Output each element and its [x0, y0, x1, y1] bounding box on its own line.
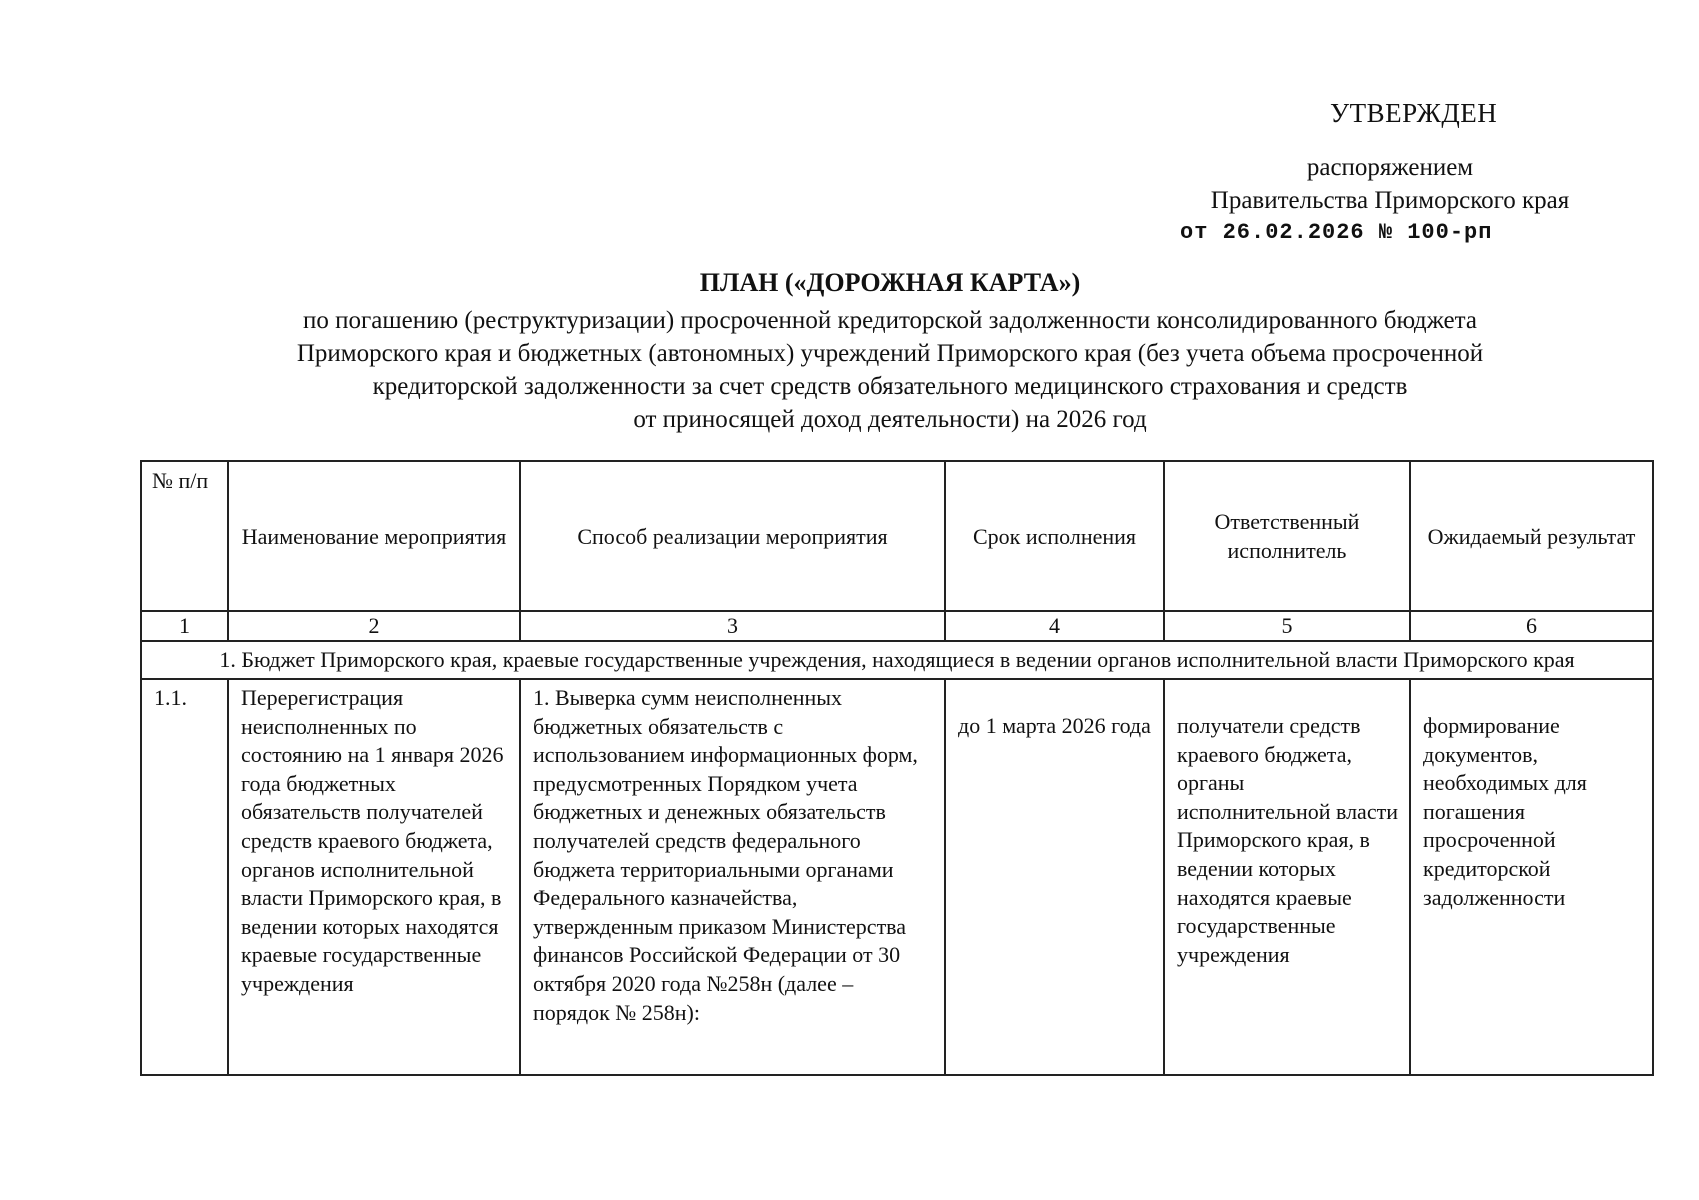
table-header-row	[141, 461, 1653, 611]
header-num: № п/п	[141, 461, 228, 611]
plan-subtitle-line-2: Приморского края и бюджетных (автономных) учреждений Приморского края (без учета объема просроченной	[296, 340, 1484, 367]
approval-date-number: от 26.02.2026 № 100-рп	[1180, 220, 1493, 245]
header-result: Ожидаемый результат	[1410, 461, 1653, 611]
plan-header	[160, 268, 1620, 436]
header-method: Способ реализации мероприятия	[520, 461, 945, 611]
section-title: 1. Бюджет Приморского края, краевые государственные учреждения, находящиеся в ведении органов исполнительной власти Приморского края	[141, 641, 1653, 679]
plan-title: ПЛАН («ДОРОЖНАЯ КАРТА»)	[699, 268, 1081, 297]
row-result: формирование документов, необходимых для погашения просроченной кредиторской задолженности	[1410, 679, 1653, 1075]
row-responsible: получатели средств краевого бюджета, органы исполнительной власти Приморского края, в ведении которых находятся краевые государственные учреждения	[1164, 679, 1410, 1075]
header-name: Наименование мероприятия	[228, 461, 520, 611]
column-number: 5	[1164, 611, 1410, 641]
approval-stamp	[1150, 98, 1630, 245]
approval-line-1: распоряжением	[1306, 154, 1474, 181]
road-map-table	[140, 460, 1654, 1076]
row-deadline: до 1 марта 2026 года	[945, 679, 1164, 1075]
column-number: 6	[1410, 611, 1653, 641]
column-number: 3	[520, 611, 945, 641]
approval-line-2: Правительства Приморского края	[1210, 187, 1570, 214]
plan-subtitle-line-4: от приносящей доход деятельности) на 2026 год	[633, 406, 1147, 433]
column-number: 1	[141, 611, 228, 641]
plan-subtitle-line-1: по погашению (реструктуризации) просроченной кредиторской задолженности консолидированного бюджета	[303, 307, 1477, 334]
column-number: 2	[228, 611, 520, 641]
row-method: 1. Выверка сумм неисполненных бюджетных обязательств с использованием информационных форм, предусмотренных Порядком учета бюджетных и денежных обязательств получателей средств федерального бюджета территориальными органами Федерального казначейства, утвержденным приказом Министерства финансов Российской Федерации от 30 октября 2020 года №258н (далее – порядок № 258н):	[520, 679, 945, 1075]
plan-subtitle-line-3: кредиторской задолженности за счет средств обязательного медицинского страхования и средств	[372, 373, 1408, 400]
header-deadline: Срок исполнения	[945, 461, 1164, 611]
column-number-row	[141, 611, 1653, 641]
header-responsible: Ответственный исполнитель	[1164, 461, 1410, 611]
section-row	[141, 641, 1653, 679]
row-name: Перерегистрация неисполненных по состоянию на 1 января 2026 года бюджетных обязательств получателей средств краевого бюджета, органов исполнительной власти Приморского края, в ведении которых находятся краевые государственные учреждения	[228, 679, 520, 1075]
row-num: 1.1.	[141, 679, 228, 1075]
approval-title: УТВЕРЖДЕН	[1330, 98, 1498, 128]
table-row	[141, 679, 1653, 1075]
column-number: 4	[945, 611, 1164, 641]
